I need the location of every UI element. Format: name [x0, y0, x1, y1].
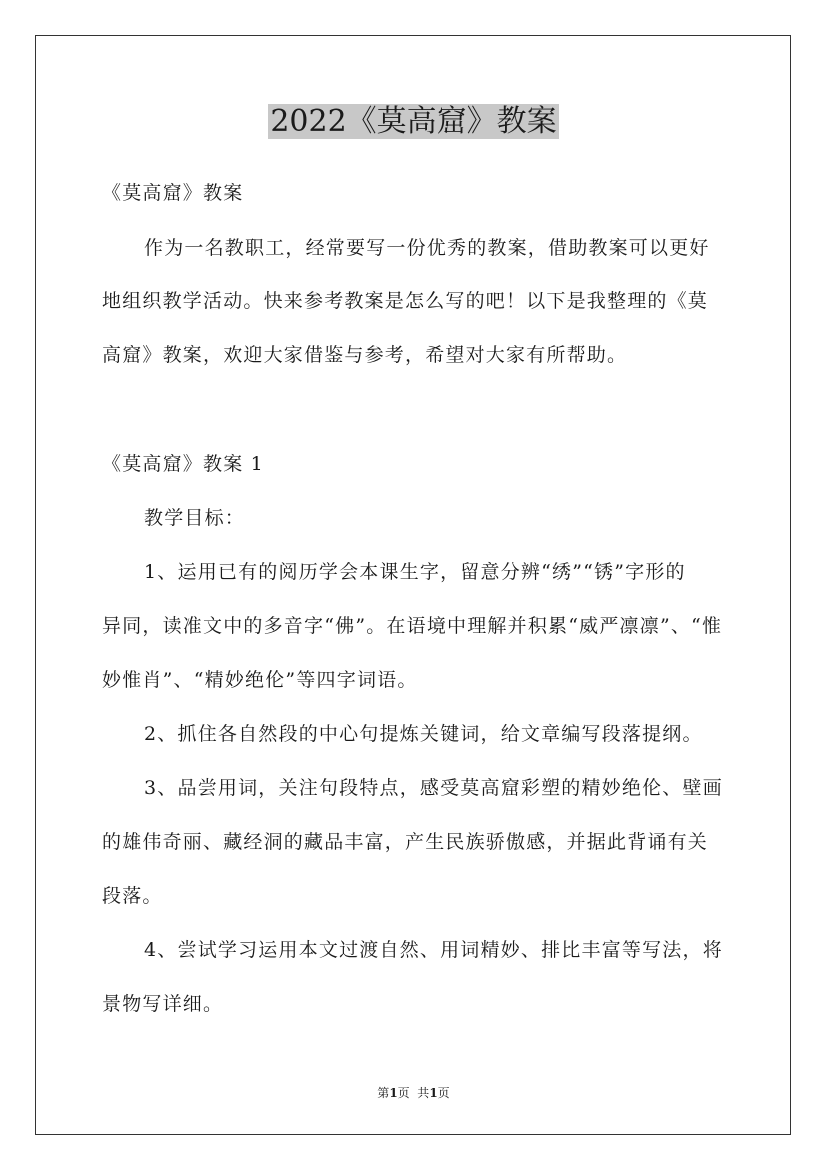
goal-2-line-1: 2、抓住各自然段的中心句提炼关键词，给文章编写段落提纲。: [144, 723, 703, 745]
footer-total-pages: 1: [429, 1086, 438, 1100]
goal-1-line-3: 妙惟肖”、“精妙绝伦”等四字词语。: [102, 669, 418, 691]
footer-mid: 页 共: [397, 1086, 430, 1100]
goal-1-line-1: 1、运用已有的阅历学会本课生字，留意分辨“绣”“锈”字形的: [144, 561, 686, 583]
goal-3-line-2: 的雄伟奇丽、藏经洞的藏品丰富，产生民族骄傲感，并据此背诵有关: [102, 831, 709, 853]
goal-4-line-1: 4、尝试学习运用本文过渡自然、用词精妙、排比丰富等写法，将: [144, 939, 723, 961]
goals-heading: 教学目标：: [144, 507, 246, 529]
goal-4-line-2: 景物写详细。: [102, 993, 224, 1015]
document-subtitle: 《莫高窟》教案: [102, 182, 244, 204]
intro-line-1: 作为一名教职工，经常要写一份优秀的教案，借助教案可以更好: [144, 237, 710, 259]
section-heading: 《莫高窟》教案 1: [102, 453, 264, 475]
footer-page-number: 1: [389, 1086, 398, 1100]
document-title-text: 2022《莫高窟》教案: [270, 104, 557, 139]
footer-prefix: 第: [377, 1086, 390, 1100]
intro-line-3: 高窟》教案，欢迎大家借鉴与参考，希望对大家有所帮助。: [102, 344, 628, 366]
footer-suffix: 页: [437, 1086, 450, 1100]
page-footer: [0, 1085, 827, 1101]
document-title: [0, 101, 827, 143]
intro-line-2: 地组织教学活动。快来参考教案是怎么写的吧！以下是我整理的《莫: [102, 290, 709, 312]
goal-3-line-3: 段落。: [102, 885, 163, 907]
goal-1-line-2: 异同，读准文中的多音字“佛”。在语境中理解并积累“威严凛凛”、“惟: [102, 615, 723, 637]
goal-3-line-1: 3、品尝用词，关注句段特点，感受莫高窟彩塑的精妙绝伦、壁画: [144, 777, 723, 799]
